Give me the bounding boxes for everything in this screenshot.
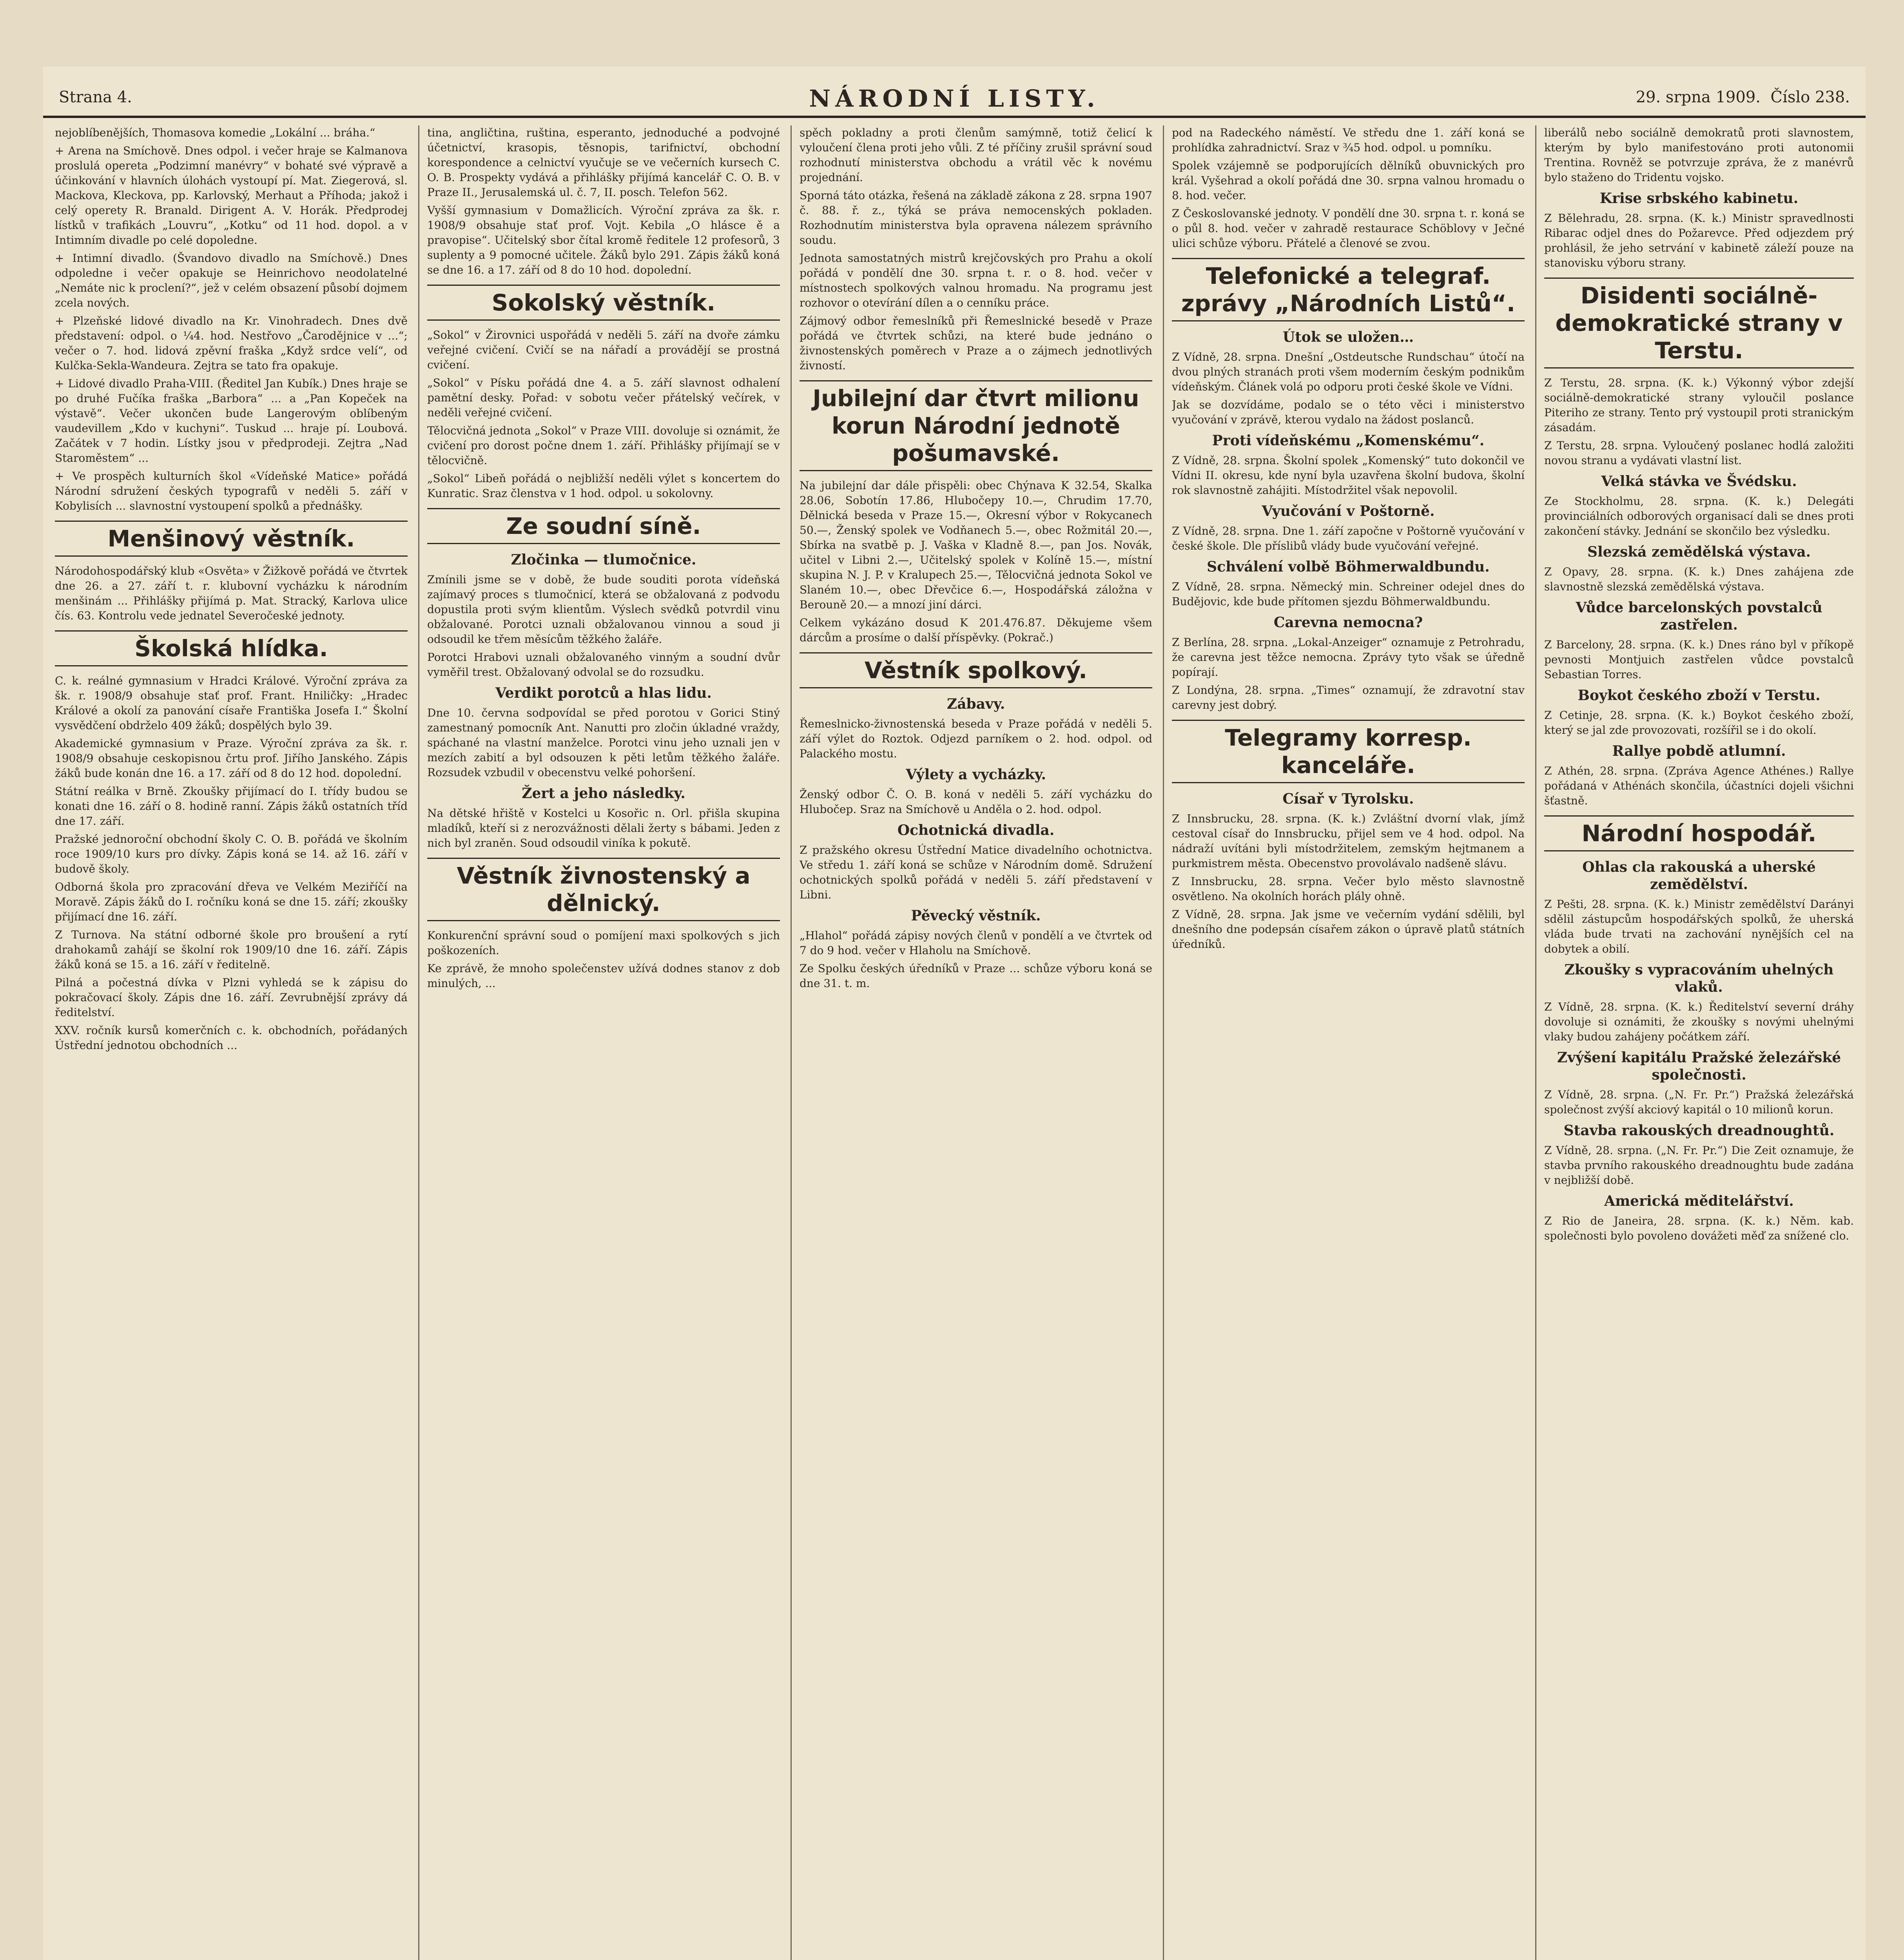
article-paragraph: Z Barcelony, 28. srpna. (K. k.) Dnes ráno byl v příkopě pevnosti Montjuich zastřelen vůdce povstalců Sebastian Torres. (1544, 638, 1854, 681)
article-paragraph: Ženský odbor Č. O. B. koná v neděli 5. září vycházku do Hlubočep. Sraz na Smíchově u Anděla o 2. hod. odpol. (800, 788, 1152, 816)
article-paragraph: „Sokol“ v Písku pořádá dne 4. a 5. září slavnost odhalení pamětní desky. Pořad: v sobotu večer přátelský večírek, v neděli veřejné cvičení. (427, 376, 780, 419)
article-paragraph: Vyšší gymnasium v Domažlicích. Výroční zpráva za šk. r. 1908/9 obsahuje stať prof. Vojt. Kebila „O hlásce ě a pravopise“. Učitelský sbor čítal kromě ředitele 12 profesorů, 3 suplenty a 9 pomocné učitele. Žáků bylo 291. Zápis žáků koná se dne 16. a 17. září od 8 do 10 hod. dopolední. (427, 204, 780, 276)
article-paragraph: Spolek vzájemně se podporujících dělníků obuvnických pro král. Vyšehrad a okolí pořádá dne 30. srpna valnou hromadu o 8. hod. večer. (1172, 159, 1525, 202)
article-paragraph: + Arena na Smíchově. Dnes odpol. i večer hraje se Kalmanova proslulá opereta „Podzimní manévry“ v bohaté své výpravě a účinkování v hlavních úlohách vystoupí pí. Mat. Ziegerová, sl. Mackova, Kleckova, pp. Karlovský, Merhaut a Příhoda; jakož i celý operety R. Branald. Dirigent A. V. Horák. Předprodej lístků v trafikách „Louvru“, „Kotku“ od 11 hod. dopol. a v Intimním divadle po celé dopoledne. (55, 144, 408, 247)
article-paragraph: + Ve prospěch kulturních škol «Vídeňské Matice» pořádá Národní sdružení českých typografů v neděli 5. září v Kobylisích ... slavnostní vystoupení spolků a přednášky. (55, 470, 408, 512)
article-subheading: Zvýšení kapitálu Pražské železářské společnosti. (1557, 1049, 1841, 1083)
article-subheading: Výlety a vycházky. (906, 766, 1046, 783)
article-paragraph: Z Pešti, 28. srpna. (K. k.) Ministr zemědělství Darányi sdělil zástupcům hospodářských spolků, že uherská vláda bude trvati na zachování nynějších cel na dobytek a obilí. (1544, 898, 1854, 955)
section-heading: Národní hospodář. (1544, 815, 1854, 851)
article-paragraph: Z Vídně, 28. srpna. Školní spolek „Komenský“ tuto dokončil ve Vídni II. okresu, kde nyní byla uzavřena školní budova, školní rok slavnostně zahájiti. Místodržitel však nepovolil. (1172, 454, 1525, 497)
article-paragraph: Z Innsbrucku, 28. srpna. Večer bylo město slavnostně osvětleno. Na okolních horách plály ohně. (1172, 875, 1525, 903)
article-subheading: Rallye pobdě atlumní. (1612, 743, 1786, 759)
masthead-rule (43, 116, 1866, 118)
masthead (43, 85, 1866, 116)
article-paragraph: pod na Radeckého náměstí. Ve středu dne 1. září koná se prohlídka zahradnictví. Sraz v ¾5 hod. odpol. u pomníku. (1172, 126, 1525, 154)
article-paragraph: Sporná táto otázka, řešená na základě zákona z 28. srpna 1907 č. 88. ř. z., týká se práva nemocenských pokladen. Rozhodnutím ministerstva byla opravena nálezem správního soudu. (800, 189, 1152, 247)
article-paragraph: Národohospodářský klub «Osvěta» v Žižkově pořádá ve čtvrtek dne 26. a 27. září t. r. klubovní vycházku k národním menšinám ... Přihlášky přijímá p. Mat. Stracký, Karlova ulice čís. 63. Kontrolu vede jednatel Severočeské jednoty. (55, 564, 408, 622)
article-paragraph: liberálů nebo sociálně demokratů proti slavnostem, kterým by bylo manifestováno proti autonomii Trentina. Rovněž se potvrzuje zpráva, že z manévrů bylo staženo do Tridentu vojsko. (1544, 126, 1854, 184)
article-subheading: Pěvecký věstník. (911, 907, 1041, 924)
article-paragraph: Konkurenční správní soud o pomíjení maxi spolkových s jich poškozeních. (427, 929, 780, 957)
article-subheading: Schválení volbě Böhmerwaldbundu. (1207, 559, 1490, 575)
column-divider (1535, 125, 1536, 1960)
article-subheading: Americká měditelářství. (1604, 1193, 1794, 1209)
section-heading: Disidenti sociálně-demokratické strany v Terstu. (1544, 278, 1854, 368)
column-divider (791, 125, 792, 1960)
article-subheading: Útok se uložen… (1282, 329, 1414, 345)
article-paragraph: nejoblíbenějších, Thomasova komedie „Lokální ... bráha.“ (55, 126, 375, 139)
article-paragraph: Z Innsbrucku, 28. srpna. (K. k.) Zvláštní dvorní vlak, jímž cestoval císař do Innsbrucku, přijel sem ve 4 hod. odpol. Na nádraží uvítáni byli místodržitelem, zemským hejtmanem a purkmistrem města. Obecenstvo provolávalo nadšeně slávu. (1172, 812, 1525, 870)
article-paragraph: + Intimní divadlo. (Švandovo divadlo na Smíchově.) Dnes odpoledne i večer opakuje se Heinrichovo neodolatelné „Nemáte nic k proclení?“, jež v celém obsazení působí dojmem zcela nových. (55, 252, 408, 309)
section-heading: Jubilejní dar čtvrt milionu korun Národní jednotě pošumavské. (800, 380, 1152, 471)
article-paragraph: Jak se dozvídáme, podalo se o této věci i ministerstvo vyučování v zprávě, kterou vydalo na žádost poslanců. (1172, 398, 1525, 426)
section-heading: Ze soudní síně. (427, 508, 780, 544)
section-heading: Menšinový věstník. (55, 521, 408, 557)
article-paragraph: Dne 10. června sodpovídal se před porotou v Gorici Stiný zamestnaný pomocník Ant. Nanutti pro zločin úkladné vraždy, spáchané na vlastní manželce. Porotci vinu jeho uznali jen v mezích zabití a byl odsouzen k pěti letům těžkého žaláře. Rozsudek vzbudil v obecenstvu velké pohoršení. (427, 706, 780, 779)
article-paragraph: Z Berlína, 28. srpna. „Lokal-Anzeiger“ oznamuje z Petrohradu, že carevna jest těžce nemocna. Zprávy tyto však se úředně popírají. (1172, 636, 1525, 679)
column-divider (418, 125, 419, 1960)
article-subheading: Velká stávka ve Švédsku. (1601, 473, 1797, 490)
article-paragraph: tina, angličtina, ruština, esperanto, jednoduché a podvojné účetnictví, krasopis, těsnopis, tarifnictví, obchodní korespondence a celnictví vyučuje se ve večerních kursech C. O. B. Prospekty vydává a přihlášky přijímá kancelář C. O. B. v Praze II., Jerusalemská ul. č. 7, II. posch. Telefon 562. (427, 126, 780, 199)
article-paragraph: Celkem vykázáno dosud K 201.476.87. Děkujeme všem dárcům a prosíme o další příspěvky. (Pokrač.) (800, 616, 1152, 644)
article-paragraph: Jednota samostatných mistrů krejčovských pro Prahu a okolí pořádá v pondělí dne 30. srpna t. r. o 8. hod. večer v místnostech spolkových valnou hromadu. Na programu jest rozhovor o otevírání dílen a o cenníku práce. (800, 252, 1152, 309)
article-paragraph: Z Bělehradu, 28. srpna. (K. k.) Ministr spravedlnosti Ribarac odjel dnes do Požarevce. Před odjezdem prý prohlásil, že jeho setrvání v kabinetě záleží pouze na stanovisku výboru strany. (1544, 212, 1854, 269)
article-paragraph: Na jubilejní dar dále přispěli: obec Chýnava K 32.54, Skalka 28.06, Sobotín 17.86, Hlubočepy 10.—, Chrudim 17.70, Dělnická beseda v Praze 15.—, Okresní výbor v Rokycanech 50.—, Ženský spolek ve Vodňanech 5.—, obec Rožmitál 20.—, Sbírka na svatbě p. J. Vaška v Kladně 8.—, pan Jos. Novák, učitel v Libni 2.—, Učitelský spolek v Kolíně 15.—, místní skupina N. J. P. v Kralupech 25.—, Tělocvičná jednota Sokol ve Slaném 10.—, obec Dřevčice 6.—, Hospodářská záložna v Berouně 20.— a mnozí jiní dárci. (800, 479, 1152, 611)
article-paragraph: Z Vídně, 28. srpna. (K. k.) Ředitelství severní dráhy dovoluje si oznámiti, že zkoušky s novými uhelnými vlaky budou zahájeny počátkem září. (1544, 1000, 1854, 1043)
article-paragraph: Pražské jednoroční obchodní školy C. O. B. pořádá ve školním roce 1909/10 kurs pro dívky. Zápis koná se 14. až 16. září v budově školy. (55, 833, 408, 875)
article-paragraph: Z Vídně, 28. srpna. Dnešní „Ostdeutsche Rundschau“ útočí na dvou plných stranách proti všem moderním českým podnikům vídeňským. Článek volá po odporu proti české škole ve Vídni. (1172, 350, 1525, 393)
article-paragraph: Z Vídně, 28. srpna. Jak jsme ve večerním vydání sdělili, byl dnešního dne podepsán císařem zákon o úpravě platů státních úředníků. (1172, 908, 1525, 951)
section-heading: Telegramy korresp. kanceláře. (1172, 720, 1525, 783)
section-heading: Věstník spolkový. (800, 652, 1152, 688)
article-paragraph: Z Českoslovanské jednoty. V pondělí dne 30. srpna t. r. koná se o půl 8. hod. večer v zahradě restaurace Schöblovy v Ječné ulici schůze výboru. Přátelé a členové se zvou. (1172, 207, 1525, 250)
article-paragraph: Z Opavy, 28. srpna. (K. k.) Dnes zahájena zde slavnostně slezská zemědělská výstava. (1544, 565, 1854, 593)
column-divider (1163, 125, 1164, 1960)
article-paragraph: Akademické gymnasium v Praze. Výroční zpráva za šk. r. 1908/9 obsahuje ceskopisnou črtu prof. Jiřího Janského. Zápis žáků bude konán dne 16. a 17. září od 8 do 12 hod. dopolední. (55, 737, 408, 780)
article-paragraph: Pilná a počestná dívka v Plzni vyhledá se k zápisu do pokračovací školy. Zápis dne 16. září. Zevrubnější zprávy dá ředitelství. (55, 976, 408, 1019)
article-subheading: Krise srbského kabinetu. (1599, 190, 1799, 207)
article-paragraph: C. k. reálné gymnasium v Hradci Králové. Výroční zpráva za šk. r. 1908/9 obsahuje stať prof. Frant. Hniličky: „Hradec Králové a okolí za panování císaře Františka Josefa I.“ Školní vysvědčení obdrželo 409 žáků; dospělých bylo 39. (55, 674, 408, 732)
article-subheading: Zábavy. (947, 696, 1005, 712)
article-subheading: Carevna nemocna? (1273, 614, 1423, 631)
article-paragraph: Z Athén, 28. srpna. (Zpráva Agence Athénes.) Rallye pořádaná v Athénách skončila, účastníci dojeli všichni šťastně. (1544, 764, 1854, 807)
article-paragraph: „Sokol“ Libeň pořádá o nejbližší neděli výlet s koncertem do Kunratic. Sraz členstva v 1 hod. odpol. u sokolovny. (427, 472, 780, 500)
column-4 (1172, 125, 1525, 1960)
article-subheading: Zločinka — tlumočnice. (511, 552, 696, 568)
article-subheading: Verdikt porotců a hlas lidu. (495, 685, 712, 701)
issue-date (1636, 88, 1850, 106)
article-subheading: Ochotnická divadla. (897, 822, 1055, 838)
article-paragraph: Na dětské hřiště v Kostelci u Kosořic n. Orl. přišla skupina mladíků, kteří si z nerozvážnosti dělali žerty s bábami. Jeden z nich byl zraněn. Soud odsoudil viníka k pokutě. (427, 807, 780, 849)
article-paragraph: Zájmový odbor řemeslníků při Řemeslnické besedě v Praze pořádá ve čtvrtek schůzi, na které bude jednáno o živnostenských poměrech v Praze a o zájmech jednotlivých živností. (800, 314, 1152, 372)
column-5 (1544, 125, 1854, 1960)
article-paragraph: Z Londýna, 28. srpna. „Times“ oznamují, že zdravotní stav carevny jest dobrý. (1172, 684, 1525, 711)
column-3 (800, 125, 1152, 1960)
section-heading: Telefonické a telegraf. zprávy „Národních Listů“. (1172, 258, 1525, 321)
article-paragraph: Z pražského okresu Ústřední Matice divadelního ochotnictva. Ve středu 1. září koná se schůze v Národním domě. Sdružení ochotnických spolků pořádá v neděli 5. září představení v Libni. (800, 844, 1152, 901)
article-paragraph: Státní reálka v Brně. Zkoušky přijímací do I. třídy budou se konati dne 16. září o 8. hodině ranní. Zápis žáků ostatních tříd dne 17. září. (55, 785, 408, 828)
article-paragraph: XXV. ročník kursů komerčních c. k. obchodních, pořádaných Ústřední jednotou obchodních ... (55, 1024, 408, 1052)
section-heading: Věstník živnostenský a dělnický. (427, 858, 780, 921)
article-paragraph: Z Terstu, 28. srpna. (K. k.) Výkonný výbor zdejší sociálně-demokratické strany vyloučil poslance Piteriho ze strany. Tento prý vystoupil proti stranickým zásadám. (1544, 376, 1854, 434)
article-paragraph: Porotci Hrabovi uznali obžalovaného vinným a soudní dvůr vyměřil trest. Obžalovaný odvolal se do rozsudku. (427, 651, 780, 679)
article-paragraph: Z Cetinje, 28. srpna. (K. k.) Boykot českého zboží, který se jal zde provozovati, rozšířil se i do okolí. (1544, 709, 1854, 737)
article-paragraph: + Plzeňské lidové divadlo na Kr. Vinohradech. Dnes dvě představení: odpol. o ¼4. hod. Nestřovo „Čarodějnice v ...“; večer o 7. hod. lidová zpěvní fraška „Když srdce velí“, od Kulčka-Sekla-Wandeura. Zejtra se tato fra opakuje. (55, 314, 408, 372)
article-subheading: Vyučování v Poštorně. (1262, 503, 1435, 519)
article-subheading: Proti vídeňskému „Komenskému“. (1212, 432, 1485, 449)
issue-number: Číslo 238. (1770, 88, 1850, 106)
date-text: 29. srpna 1909. (1636, 88, 1761, 106)
article-paragraph: Z Vídně, 28. srpna. („N. Fr. Pr.“) Pražská železářská společnost zvýší akciový kapitál o 10 milionů korun. (1544, 1088, 1854, 1116)
article-paragraph: Z Turnova. Na státní odborné škole pro broušení a rytí drahokamů zahájí se školní rok 1909/10 dne 16. září. Zápis žáků koná se 15. a 16. září v ředitelně. (55, 928, 408, 971)
article-paragraph: Zmínili jsme se v době, že bude souditi porota vídeňská zajímavý proces s tlumočnicí, která se obžalovaná z podvodu dopustila proti svým klientům. Výslech svědků potvrdil vinu obžalované. Porotci uznali obžalovanou vinnou a soud ji odsoudil ke třem měsícům těžkého žaláře. (427, 573, 780, 646)
newspaper-title: NÁRODNÍ LISTY. (809, 85, 1100, 113)
section-heading: Sokolský věstník. (427, 285, 780, 321)
article-subheading: Zkoušky s vypracováním uhelných vlaků. (1564, 962, 1834, 995)
page-number: Strana 4. (59, 88, 132, 106)
article-subheading: Císař v Tyrolsku. (1282, 791, 1414, 807)
article-paragraph: „Sokol“ v Žirovnici uspořádá v neděli 5. září na dvoře zámku veřejné cvičení. Cvičí se na nářadí a provádějí se prostná cvičení. (427, 328, 780, 371)
article-paragraph: Z Vídně, 28. srpna. („N. Fr. Pr.“) Die Zeit oznamuje, že stavba prvního rakouského dreadnoughtu bude zadána v nejbližší době. (1544, 1144, 1854, 1187)
article-paragraph: Z Vídně, 28. srpna. Dne 1. září započne v Poštorně vyučování v české škole. Dle příslibů vlády bude vyučování veřejné. (1172, 524, 1525, 552)
column-1 (55, 125, 408, 1960)
article-paragraph: Ze Stockholmu, 28. srpna. (K. k.) Delegáti provinciálních odborových organisací dali se dnes proti zakončení stávky. Jednání se skončilo bez výsledku. (1544, 495, 1854, 537)
article-paragraph: Tělocvičná jednota „Sokol“ v Praze VIII. dovoluje si oznámit, že cvičení pro dorost počne dnem 1. září. Přihlášky přijímají se v tělocvičně. (427, 424, 780, 467)
article-paragraph: Z Vídně, 28. srpna. Německý min. Schreiner odejel dnes do Budějovic, kde bude přítomen sjezdu Böhmerwaldbundu. (1172, 580, 1525, 608)
article-paragraph: Odborná škola pro zpracování dřeva ve Velkém Meziříčí na Moravě. Zápis žáků do I. ročníku koná se dne 15. září; zkoušky přijímací dne 16. září. (55, 880, 408, 923)
article-paragraph: + Lidové divadlo Praha-VIII. (Ředitel Jan Kubík.) Dnes hraje se po druhé Fučíka fraška „Barbora“ ... a „Pan Kopeček na výstavě“. Večer ukončen bude Langerovým oblíbeným vaudevillem „Kdo v kuchyni“. Tuskud ... hraje pí. Loubová. Začátek v 7 hodin. Lístky jsou v předprodeji. Zejtra „Nad Staroměstem“ ... (55, 377, 408, 465)
section-heading: Školská hlídka. (55, 630, 408, 666)
article-subheading: Vůdce barcelonských povstalců zastřelen. (1576, 599, 1822, 633)
article-subheading: Boykot českého zboží v Terstu. (1578, 687, 1821, 704)
article-paragraph: spěch pokladny a proti členům samýmně, totiž čelicí k vyloučení člena proti jeho vůli. Z té příčiny zrušil správní soud rozhodnutí ministerstva obchodu a vrátil věc k novému projednání. (800, 126, 1152, 184)
article-subheading: Ohlas cla rakouská a uherské zemědělství. (1582, 859, 1816, 893)
article-paragraph: Ke zprávě, že mnoho společenstev užívá dodnes stanov z dob minulých, ... (427, 962, 780, 990)
article-subheading: Stavba rakouských dreadnoughtů. (1563, 1122, 1835, 1139)
article-subheading: Žert a jeho následky. (522, 785, 685, 802)
article-paragraph: Ze Spolku českých úředníků v Praze ... schůze výboru koná se dne 31. t. m. (800, 962, 1152, 990)
article-subheading: Slezská zemědělská výstava. (1587, 544, 1811, 560)
article-paragraph: „Hlahol“ pořádá zápisy nových členů v pondělí a ve čtvrtek od 7 do 9 hod. večer v Hlaholu na Smíchově. (800, 929, 1152, 957)
article-paragraph: Z Terstu, 28. srpna. Vyloučený poslanec hodlá založiti novou stranu a vydávati vlastní list. (1544, 439, 1854, 467)
column-2 (427, 125, 780, 1960)
article-paragraph: Z Rio de Janeira, 28. srpna. (K. k.) Něm. kab. společnosti bylo povoleno dovážeti měď za snížené clo. (1544, 1214, 1854, 1242)
article-paragraph: Řemeslnicko-živnostenská beseda v Praze pořádá v neděli 5. září výlet do Roztok. Odjezd parníkem o 2. hod. odpol. od Palackého mostu. (800, 717, 1152, 760)
